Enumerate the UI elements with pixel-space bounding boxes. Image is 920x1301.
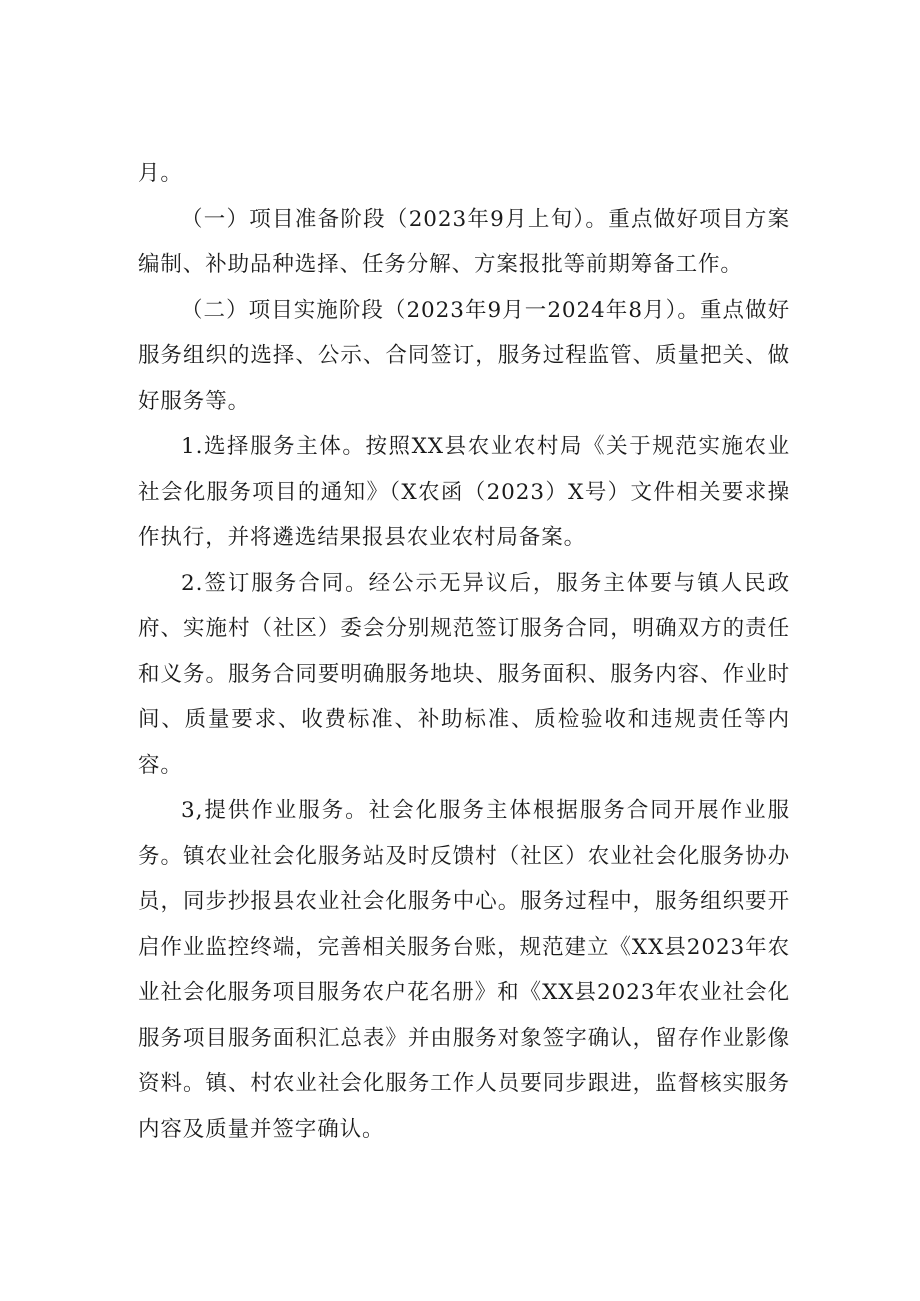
paragraph-sign-service-contract: 2.签订服务合同。经公示无异议后，服务主体要与镇人民政府、实施村（社区）委会分别规范签订服务合同，明确双方的责任和义务。服务合同要明确服务地块、服务面积、服务内容、作业时间、质量要求、收费标准、补助标准、质检验收和违规责任等内容。 [138, 570, 790, 778]
paragraph-implementation-stage: （二）项目实施阶段（2023年9月一2024年8月）。重点做好服务组织的选择、公示、合同签订，服务过程监管、质量把关、做好服务等。 [138, 297, 790, 414]
paragraph-continuation: 月。 [138, 161, 183, 186]
paragraph-preparation-stage: （一）项目准备阶段（2023年9月上旬）。重点做好项目方案编制、补助品种选择、任务分解、方案报批等前期筹备工作。 [138, 206, 790, 277]
paragraph-provide-operation-service: 3,提供作业服务。社会化服务主体根据服务合同开展作业服务。镇农业社会化服务站及时反馈村（社区）农业社会化服务协办员，同步抄报县农业社会化服务中心。服务过程中，服务组织要开启作业监控终端，完善相关服务台账，规范建立《XX县2023年农业社会化服务项目服务农户花名册》和《XX县2023年农业社会化服务项目服务面积汇总表》并由服务对象签字确认，留存作业影像资料。镇、村农业社会化服务工作人员要同步跟进，监督核实服务内容及质量并签字确认。 [138, 798, 790, 1142]
document-body [138, 151, 790, 1152]
paragraph-select-service-provider: 1.选择服务主体。按照XX县农业农村局《关于规范实施农业社会化服务项目的通知》（X农函（2023）X号）文件相关要求操作执行，并将遴选结果报县农业农村局备案。 [138, 434, 790, 550]
